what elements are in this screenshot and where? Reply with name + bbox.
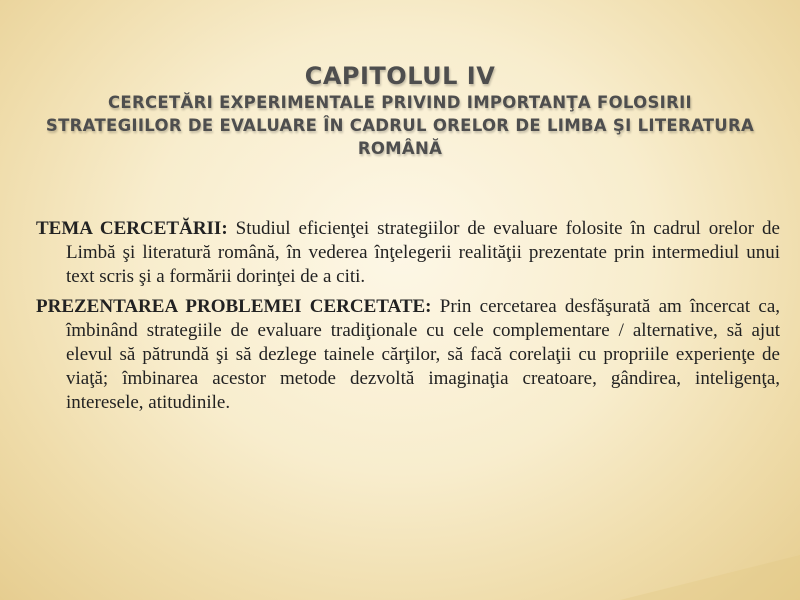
corner-decoration [620,555,800,600]
slide-body [36,217,780,421]
paragraph-label: PREZENTAREA PROBLEMEI CERCETATE: [36,296,432,317]
slide-subtitle: CERCETĂRI EXPERIMENTALE PRIVIND IMPORTANŢA FOLOSIRII STRATEGIILOR DE EVALUARE ÎN CADRUL ORELOR DE LIMBA ŞI LITERATURA ROMÂNĂ [45,93,755,158]
paragraph-label: TEMA CERCETĂRII: [36,218,228,239]
paragraph-text: Studiul eficienţei strategiilor de evaluare folosite în cadrul orelor de Limbă şi literatură română, în vederea înţelegerii realităţii prezentate prin intermediul unui text scris şi a formării dorinţei de a citi. [66,218,780,287]
slide-title: CAPITOLUL IV [304,62,496,90]
paragraph-text: Prin cercetarea desfăşurată am încercat ca, îmbinând strategiile de evaluare tradiţionale cu cele complementare / alternative, să ajut elevul să pătrundă şi să dezlege tainele cărţilor, să facă corelaţii cu propriile experienţe de viaţă; îmbinarea acestor metode dezvoltă imaginaţia creatoare, gândirea, inteligenţa, interesele, atitudinile. [66,296,781,413]
paragraph-research-theme [36,217,780,289]
paragraph-problem-presentation [36,295,780,415]
title-block [40,62,760,160]
